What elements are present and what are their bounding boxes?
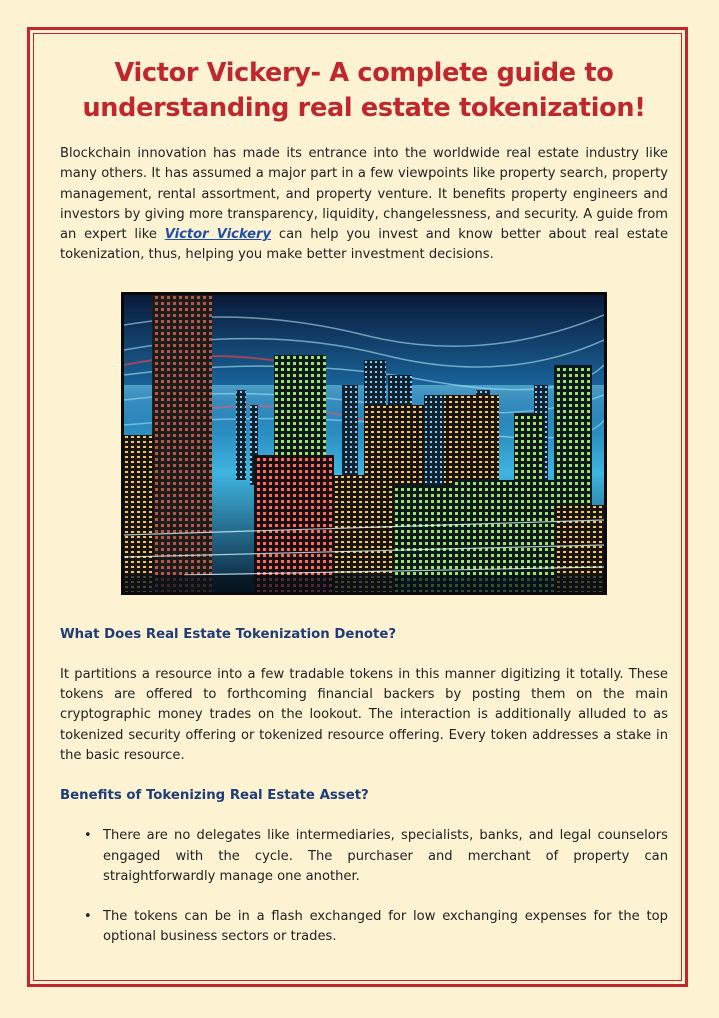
document-body: [60, 56, 668, 948]
list-item: [60, 826, 668, 887]
tokenization-paragraph: It partitions a resource into a few tradable tokens in this manner digitizing it totally. These tokens are offered to forthcoming financial backers by posting them on the main cryptographic money trades on the lookout. The interaction is additionally alluded to as tokenized security offering or tokenized resource offering. Every token addresses a stake in the basic resource.: [60, 666, 668, 763]
victor-vickery-link[interactable]: Victor Vickery: [164, 227, 272, 243]
list-item-text: There are no delegates like intermediaries, specialists, banks, and legal counselors engaged with the cycle. The purchaser and merchant of property can straightforwardly manage one another.: [103, 828, 668, 884]
city-skyline-illustration: [124, 295, 604, 592]
benefits-list: [60, 826, 668, 947]
list-item: [60, 907, 668, 948]
bullet-icon: •: [84, 909, 92, 925]
section-heading-tokenization: What Does Real Estate Tokenization Denote?: [60, 626, 397, 642]
intro-paragraph: [60, 144, 668, 266]
intro-text-start: Blockchain innovation has made its entrance into the worldwide real estate industry like many others. It has assumed a major part in a few viewpoints like property search, property management, rental assortment, and property venture. It benefits property engineers and investors by giving more transparency, liquidity, changelessness, and security. A guide from an expert like: [60, 146, 668, 243]
city-skyline-image: [121, 292, 607, 595]
section-heading-benefits: Benefits of Tokenizing Real Estate Asset?: [60, 788, 369, 804]
document-title: Victor Vickery- A complete guide to understanding real estate tokenization!: [82, 58, 646, 123]
list-item-text: The tokens can be in a flash exchanged for low exchanging expenses for the top optional business sectors or trades.: [103, 909, 668, 945]
bullet-icon: •: [84, 828, 92, 844]
intro-text-end: can help you invest and know better about real estate tokenization, thus, helping you make better investment decisions.: [60, 227, 668, 263]
